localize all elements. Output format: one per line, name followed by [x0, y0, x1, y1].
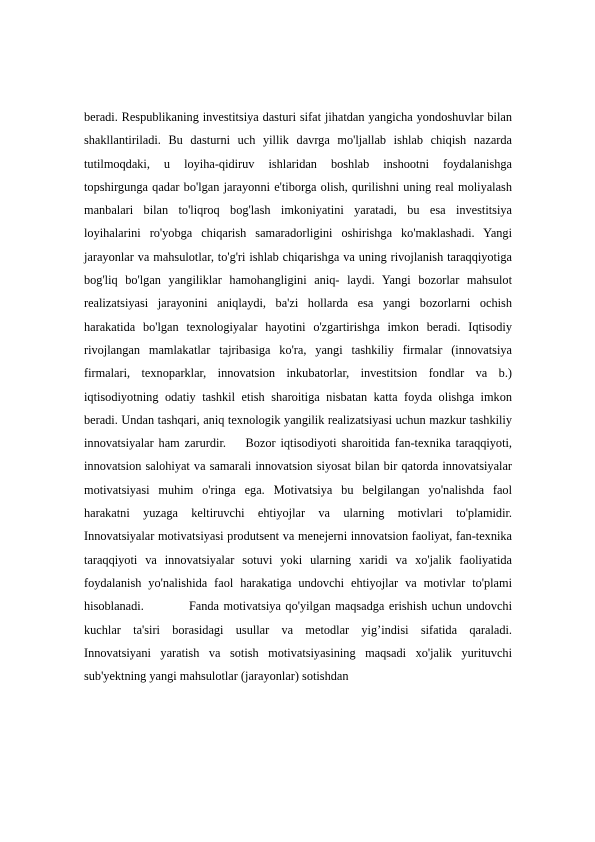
body-paragraph: beradi. Respublikaning investitsiya dasturi sifat jihatdan yangicha yondoshuvlar bilan shakllantiriladi. Bu dasturni uch yillik davrga mo'ljallab ishlab chiqish nazarda tutilmoqdaki, u loyiha-qidiruv ishlaridan boshlab inshootni foydalanishga topshirgunga qadar bo'lgan jarayonni e'tiborga olish, qurilishni uning real moliyalash manbalari bilan to'liqroq bog'lash imkoniyatini yaratadi, bu esa investitsiya loyihalarini ro'yobga chiqarish samaradorligini oshirishga ko'maklashadi. Yangi jarayonlar va mahsulotlar, to'g'ri ishlab chiqarishga va uning rivojlanish taraqqiyotiga bog'liq bo'lgan yangiliklar hamohangligini aniq- laydi. Yangi bozorlar mahsulot realizatsiyasi jarayonini aniqlaydi, ba'zi hollarda esa yangi bozorlarni ochish harakatida bo'lgan texnologiyalar hayotini o'zgartirishga imkon beradi. Iqtisodiy rivojlangan mamlakatlar tajribasiga ko'ra, yangi tashkiliy firmalar (innovatsiya firmalari, texnoparklar, innovatsion inkubatorlar, investitsion fondlar va b.) iqtisodiyotning odatiy tashkil etish sharoitiga nisbatan katta foyda olishga imkon beradi. Undan tashqari, aniq texnologik yangilik realizatsiyasi uchun mazkur tashkiliy innovatsiyalar ham zarurdir. Bozor iqtisodiyoti sharoitida fan-texnika taraqqiyoti, innovatsion salohiyat va samarali innovatsion siyosat bilan bir qatorda innovatsiyalar motivatsiyasi muhim o'ringa ega. Motivatsiya bu belgilangan yo'nalishda faol harakatni yuzaga keltiruvchi ehtiyojlar va ularning motivlari to'plamidir. Innovatsiyalar motivatsiyasi produtsent va menejerni innovatsion faoliyat, fan-texnika taraqqiyoti va innovatsiyalar sotuvi yoki ularning xaridi va xo'jalik faoliyatida foydalanish yo'nalishida faol harakatiga undovchi ehtiyojlar va motivlar to'plami hisoblanadi. Fanda motivatsiya qo'yilgan maqsadga erishish uchun undovchi kuchlar ta'siri borasidagi usullar va metodlar yig’indisi sifatida qaraladi. Innovatsiyani yaratish va sotish motivatsiyasining maqsadi xo'jalik yurituvchi sub'yektning yangi mahsulotlar (jarayonlar) sotishdan [84, 110, 534, 684]
